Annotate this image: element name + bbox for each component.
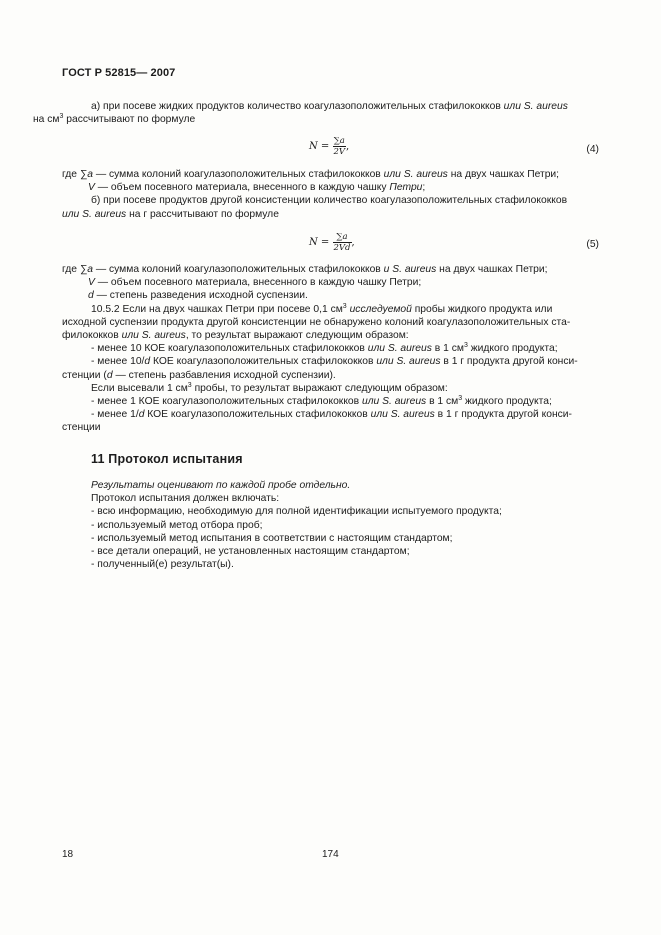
symbol: ∑a [79,264,93,275]
text-span: пробы жидкого продукта или [411,303,553,315]
def-row [62,263,599,276]
paragraph-a [33,100,599,126]
symbol: d [88,290,94,302]
text-italic: или S. aureus [362,396,427,408]
text-line [62,421,599,434]
text-span: КОЕ коагулазоположительных стафилококков [150,356,377,368]
text-span: ; [422,182,426,194]
text-line [62,316,599,329]
document-header: ГОСТ Р 52815— 2007 [62,67,176,79]
text-italic: или S. aureus [121,330,186,342]
formula-lhs: N = [309,141,330,152]
text-span: в 1 г продукта другой конси- [440,356,578,368]
text-span: рассчитывают по формуле [63,114,196,126]
formula-4 [309,136,349,157]
text-span: 10.5.2 Если на двух чашках Петри при посеве 0,1 см [91,303,343,315]
def-row [62,181,599,194]
superscript: 3 [342,302,347,310]
def-row [62,168,599,181]
text-span: стенции [62,422,101,434]
text-span: - менее 1 КОЕ коагулазоположительных стафилококков [91,396,362,408]
paragraph-b-line2 [62,208,599,221]
bullet-item [62,355,599,368]
definitions-5 [62,263,599,435]
symbol: d [138,409,145,421]
text-italic: исследуемой [349,303,412,315]
text-italic: Петри [389,182,423,194]
text-italic: или S. aureus [62,208,127,220]
formula-5 [309,232,355,253]
text-span: - менее 1/ [91,409,139,421]
text-line [62,329,599,342]
formula-fraction [333,136,350,157]
paragraph-b-text [62,194,599,207]
text-span: на см [33,114,60,126]
formula-fraction [333,232,352,253]
text-span: — объем посевного материала, внесенного в каждую чашку Петри; [94,277,422,289]
formula-numerator: ∑a [333,136,345,146]
text-italic: или S. aureus [383,169,448,180]
formula-tail: , [351,237,355,248]
where-label: где [62,264,78,275]
section-intro [62,492,599,505]
text-span: — сумма колоний коагулазоположительных стафилококков [92,264,384,275]
bullet-item [62,342,599,355]
text-italic: или S. aureus [503,101,568,112]
text-line [62,382,599,395]
text-span: филококков [62,330,122,342]
formula-5-number: (5) [586,239,599,250]
text-span: - менее 10/ [91,356,145,368]
text-line [62,369,599,382]
text-span: исходной суспензии продукта другой консистенции не обнаружено колоний коагулазоположительных ста- [62,316,571,328]
symbol: d [106,369,113,381]
text-span: б) при посеве продуктов другой консистенции количество коагулазоположительных стафилококков [91,195,568,207]
symbol: V [88,182,95,194]
list-item: - всю информацию, необходимую для полной идентификации испытуемого продукта; [91,506,502,518]
section-11-body [62,479,599,571]
list-item: - используемый метод отбора проб; [91,519,263,531]
superscript: 3 [458,395,463,403]
symbol: ∑a [79,169,93,180]
formula-denominator: 2V [333,147,346,157]
text-span: в 1 см [426,396,459,408]
text-span: в 1 г продукта другой конси- [434,409,572,421]
text-span: Если высевали 1 см [91,382,188,394]
superscript: 3 [59,113,64,121]
text-italic: или S. aureus [376,356,441,368]
formula-tail: , [346,141,350,152]
text-span: — объем посевного материала, внесенного в каждую чашку [94,182,390,194]
text-span: стенции ( [62,369,107,381]
formula-numerator: ∑a [333,232,352,243]
text-span: на двух чашках Петри; [436,264,548,275]
def-row [62,289,599,302]
text-italic: или S. aureus [367,343,432,355]
formula-denominator: 2Vd [333,243,351,253]
superscript: 3 [187,381,192,389]
formula-lhs: N = [309,237,330,248]
text-italic: или S. aureus [370,409,435,421]
paragraph-10-5-2 [62,303,599,316]
list-item: - полученный(е) результат(ы). [91,559,234,571]
text-span: жидкого продукта; [467,343,558,355]
text-span: — степень разбавления исходной суспензии). [112,369,336,381]
text-span: а) при посеве жидких продуктов количество коагулазоположительных стафилококков [91,101,504,112]
symbol: V [88,277,95,289]
list-item: - используемый метод испытания в соответствии с настоящим стандартом; [91,532,453,544]
text-span: на двух чашках Петри; [447,169,560,180]
superscript: 3 [463,342,468,350]
text-span: в 1 см [431,343,464,355]
text-span: Протокол испытания должен включать: [91,493,280,505]
bullet-item [62,408,599,421]
text-span: — сумма колоний коагулазоположительных стафилококков [92,169,384,180]
text-span: пробы, то результат выражают следующим образом: [191,382,448,394]
text-italic: Результаты оценивают по каждой пробе отдельно. [91,480,351,491]
paragraph-a-text [33,100,599,126]
text-span: - менее 10 КОЕ коагулазоположительных стафилококков [91,343,368,355]
text-span: на г рассчитывают по формуле [126,208,279,220]
page-number-center: 174 [322,849,339,860]
page-number-left: 18 [62,849,74,860]
text-span: — степень разведения исходной суспензии. [93,290,308,302]
text-span: жидкого продукта; [462,396,552,408]
section-heading: 11 Протокол испытания [91,452,243,466]
symbol: d [144,356,151,368]
formula-4-number: (4) [586,144,599,155]
text-italic: u S. aureus [383,264,437,275]
bullet-item [62,395,599,408]
text-span: КОЕ коагулазоположительных стафилококков [144,409,371,421]
definitions-4 [62,168,599,221]
def-row [62,276,599,289]
where-label: где [62,169,78,180]
list-item: - все детали операций, не установленных настоящим стандартом; [91,546,410,558]
text-span: , то результат выражают следующим образом: [185,330,409,342]
section-intro-italic [62,479,599,492]
